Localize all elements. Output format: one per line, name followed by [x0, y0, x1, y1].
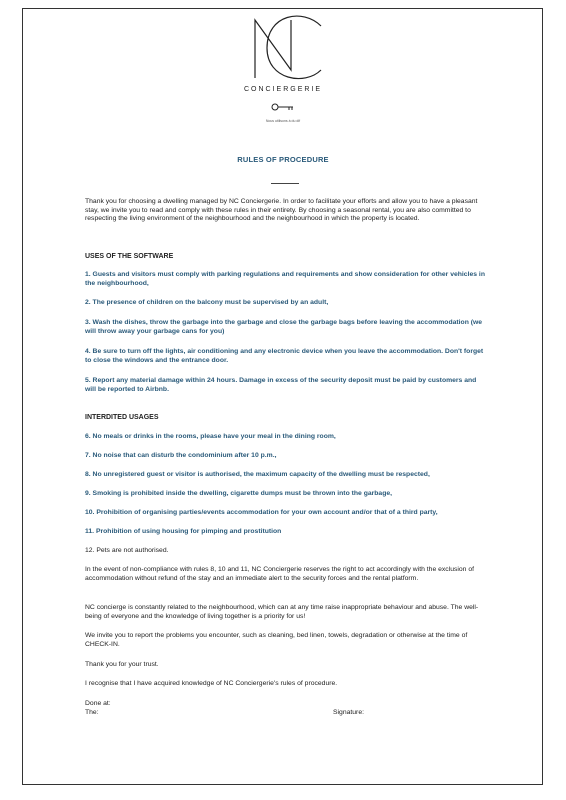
signature-row [85, 709, 485, 716]
done-at-label: Done at: [85, 700, 111, 707]
rule-item: 6. No meals or drinks in the rooms, please have your meal in the dining room, [85, 433, 336, 440]
rule-item-12: 12. Pets are not authorised. [85, 547, 169, 554]
rule-item: 8. No unregistered guest or visitor is authorised, the maximum capacity of the dwelling must be respected, [85, 471, 430, 478]
key-icon [271, 98, 295, 116]
signature-label: Signature: [333, 709, 364, 716]
report-paragraph: We invite you to report the problems you encounter, such as cleaning, bed linen, towels, degradation or otherwise at the time of CHECK-IN. [85, 632, 468, 648]
brand-tagline: Nous utilisons à du dif [265, 119, 301, 123]
noncompliance-paragraph: In the event of non-compliance with rules 8, 10 and 11, NC Conciergerie reserves the right to act accordingly with the exclusion of accommodation without refund of the stay and an immediate alert to the security forces and the rental platform. [85, 566, 475, 582]
rule-item: 5. Report any material damage within 24 hours. Damage in excess of the security deposit must be paid by customers and will be reported to Airbnb. [85, 377, 477, 393]
rule-item: 3. Wash the dishes, throw the garbage into the garbage and close the garbage bags before leaving the accommodation (we will throw away your garbage cans for you) [85, 319, 483, 335]
rule-item: 1. Guests and visitors must comply with parking regulations and requirements and show consideration for other vehicles in the neighbourhood, [85, 271, 485, 287]
rule-item: 7. No noise that can disturb the condominium after 10 p.m., [85, 452, 277, 459]
page-title: RULES OF PROCEDURE [237, 155, 329, 164]
section-heading-interdicted: INTERDITED USAGES [85, 414, 159, 421]
rule-item: 9. Smoking is prohibited inside the dwelling, cigarette dumps must be thrown into the garbage, [85, 490, 393, 497]
nc-logo-icon [0, 12, 566, 84]
rule-item: 2. The presence of children on the balcony must be supervised by an adult, [85, 299, 329, 306]
rule-item: 4. Be sure to turn off the lights, air conditioning and any electronic device when you leave the accommodation. Don't forget to close the windows and the entrance door. [85, 348, 484, 364]
rule-item: 10. Prohibition of organising parties/events accommodation for your own account and/or that of a third party, [85, 509, 438, 516]
acknowledge-line: I recognise that I have acquired knowledge of NC Conciergerie's rules of procedure. [85, 680, 338, 687]
section-heading-software: USES OF THE SOFTWARE [85, 253, 174, 260]
date-label: The: [85, 709, 99, 716]
brand-name: CONCIERGERIE [243, 86, 323, 93]
neighbourhood-paragraph: NC concierge is constantly related to the neighbourhood, which can at any time raise inappropriate behaviour and abuse. The well-being of everyone and the knowledge of living together is a priority for us! [85, 604, 479, 620]
rule-item: 11. Prohibition of using housing for pimping and prostitution [85, 528, 282, 535]
intro-paragraph: Thank you for choosing a dwelling managed by NC Conciergerie. In order to facilitate your efforts and allow you to have a pleasant stay, we invite you to read and comply with these rules in their entirety. By choosing a seasonal rental, you are also committed to respecting the living environment of the neighbourhood and the neighbourhood in which the property is located. [85, 198, 478, 223]
thanks-line: Thank you for your trust. [85, 661, 159, 668]
title-divider [271, 183, 299, 184]
